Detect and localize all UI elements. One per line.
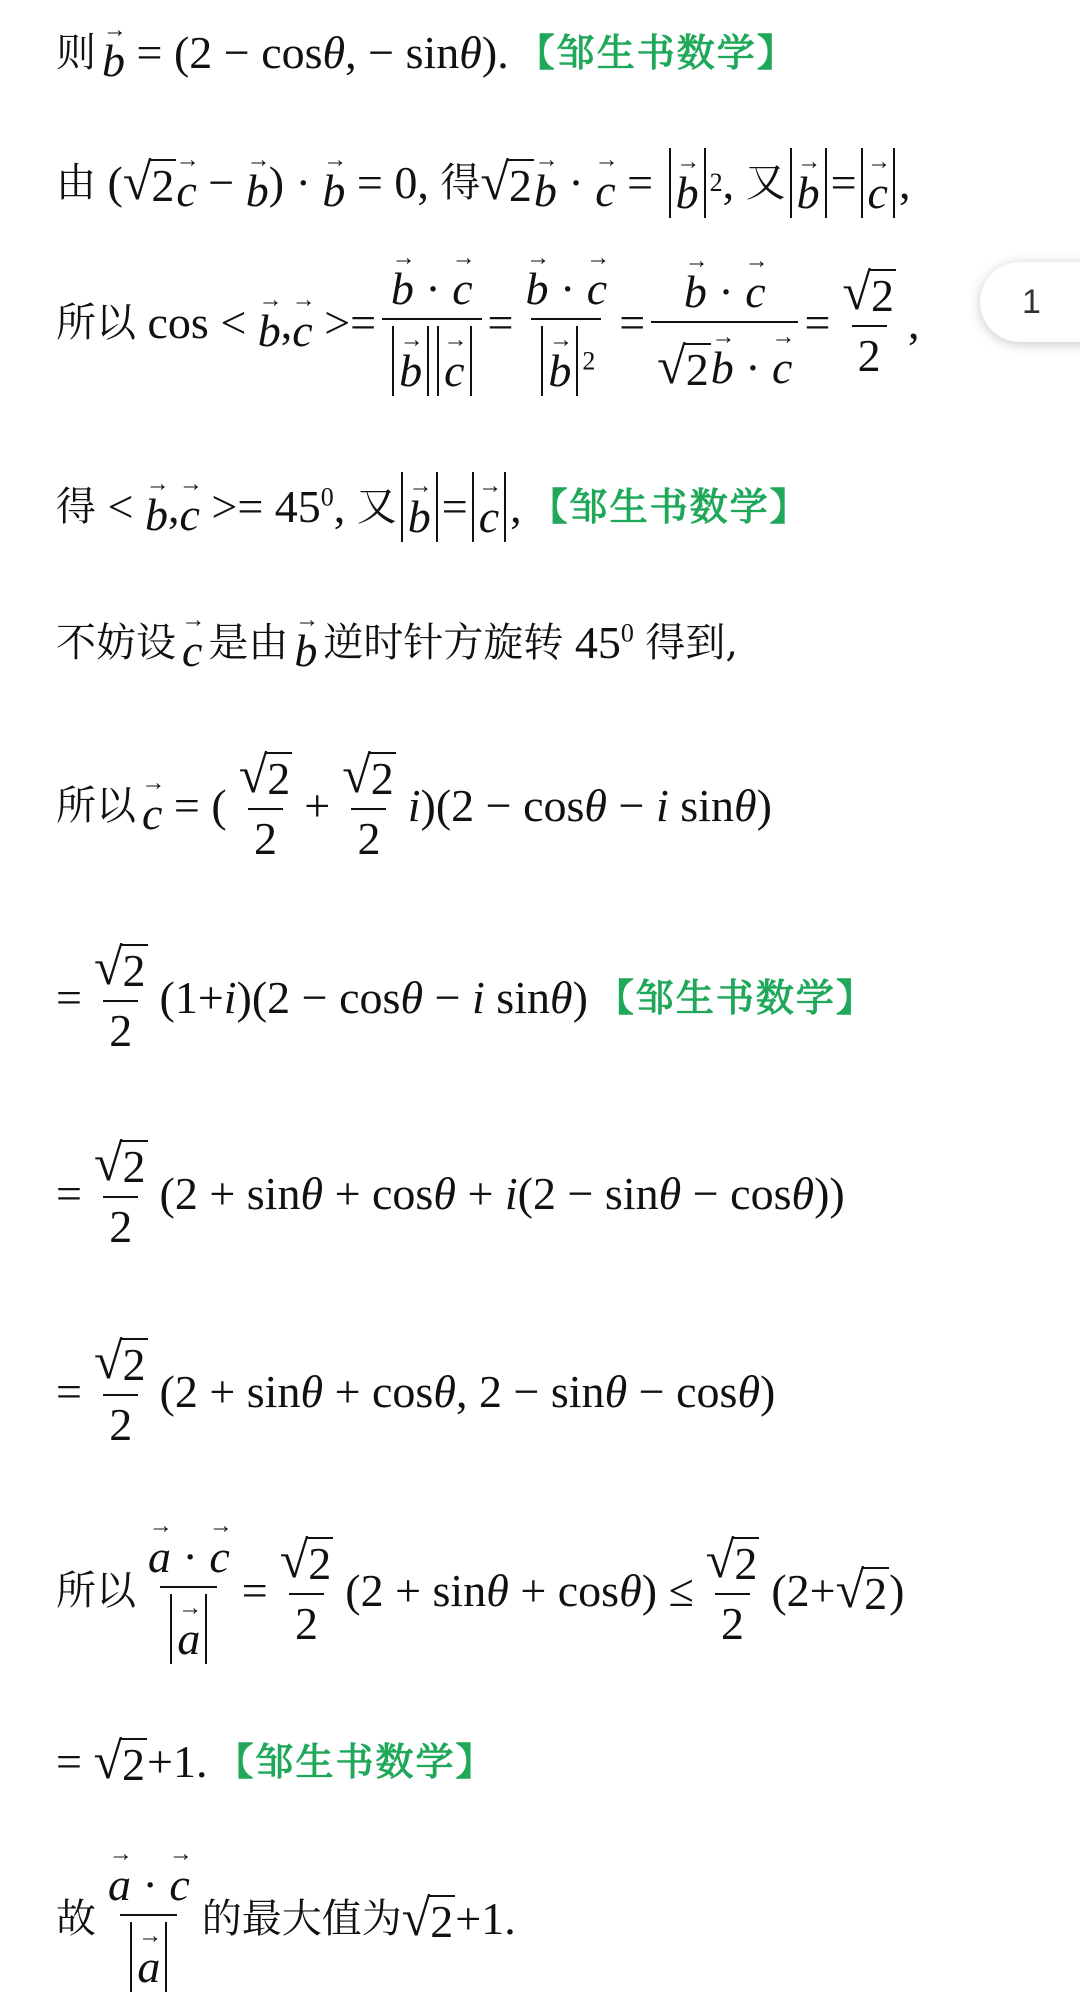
math-text: ) ≤ <box>641 1565 694 1616</box>
math-text: (2 + sin <box>159 1366 301 1417</box>
math-text: = <box>56 972 82 1023</box>
sqrt-2: √ 2 <box>835 1562 888 1619</box>
norm-b: → b <box>401 472 438 542</box>
math-text: − cos <box>681 1168 792 1219</box>
vec-b: → b <box>258 292 281 354</box>
vec-c: → c <box>182 612 202 674</box>
theta: θ <box>300 1168 324 1219</box>
math-text: sin <box>668 780 734 831</box>
fraction: → a · → c → a <box>102 1846 196 1992</box>
math-text: ( <box>96 157 123 208</box>
theta: θ <box>400 972 424 1023</box>
word-dedao: 得到, <box>645 620 739 666</box>
fraction: → b · → c → b $^2$ <box>519 250 613 396</box>
theta: θ <box>433 1168 456 1219</box>
math-text: = <box>56 1736 94 1787</box>
theta: θ <box>619 1565 642 1616</box>
math-text: +1. <box>455 1893 516 1944</box>
word-you2: 又 <box>356 484 397 530</box>
math-text: = <box>56 1366 82 1417</box>
math-text: (2+ <box>771 1565 836 1616</box>
theta: θ <box>433 1366 456 1417</box>
page-number-badge[interactable] <box>980 262 1080 342</box>
vec-b: → b <box>322 152 345 214</box>
sqrt-2: √ 2 <box>122 154 175 211</box>
theta: θ <box>300 1366 324 1417</box>
word-suoyi: 所以 <box>56 783 136 829</box>
vec-c: → c <box>179 476 199 538</box>
fraction: √ 2 2 <box>238 747 291 864</box>
theta: θ <box>584 780 608 831</box>
math-text: + cos <box>508 1565 620 1616</box>
brand-tag: 【邹生书数学】 <box>516 31 797 75</box>
line-10 <box>56 1518 904 1664</box>
line-11 <box>56 1733 496 1790</box>
math-text: $45^0$ <box>563 617 634 668</box>
imag-unit: i <box>223 972 237 1023</box>
math-text: = ( <box>162 780 227 831</box>
word-suoyi: 所以 <box>56 300 136 346</box>
word-bufang: 不妨设 <box>56 620 176 666</box>
sqrt-2: √ 2 <box>401 1890 454 1947</box>
math-text: >= <box>312 297 377 348</box>
page-number: 1 <box>1022 282 1041 321</box>
fraction: → a · → c → a <box>142 1518 236 1664</box>
line-8 <box>56 1135 845 1252</box>
math-text: ) <box>756 780 772 831</box>
fraction: √ 2 2 <box>93 1333 146 1450</box>
word-ze: 则 <box>56 30 96 76</box>
theta: θ <box>733 780 757 831</box>
vec-b: → b <box>534 152 557 214</box>
line-1 <box>56 22 797 84</box>
line-3 <box>56 250 919 396</box>
vec-b: → b <box>145 476 168 538</box>
math-text: = <box>830 157 857 208</box>
math-text: ) · <box>268 157 323 208</box>
vec-b: → b <box>102 22 125 84</box>
math-text: (1+ <box>159 972 224 1023</box>
imag-unit: i <box>472 972 485 1023</box>
word-de: 得 <box>440 160 481 206</box>
imag-unit: i <box>504 1168 518 1219</box>
word-nishizhen: 逆时针方旋转 <box>323 620 564 666</box>
math-text: )(2 − cos <box>236 972 401 1023</box>
math-text: = <box>615 157 665 208</box>
vec-c: → c <box>142 775 162 837</box>
math-text: − cos <box>627 1366 738 1417</box>
vec-c: → c <box>595 152 615 214</box>
math-text: cos < <box>136 297 258 348</box>
line-9 <box>56 1333 776 1450</box>
line-5 <box>56 612 738 674</box>
line-12 <box>56 1846 516 1992</box>
theta: θ <box>791 1168 815 1219</box>
math-text: , <box>907 297 920 348</box>
vec-b: → b <box>246 152 269 214</box>
math-text: < <box>96 481 145 532</box>
math-text: , − sin <box>345 27 460 78</box>
fraction: √ 2 2 <box>842 264 894 381</box>
math-text: = <box>804 297 831 348</box>
fraction: √ 2 2 <box>279 1532 332 1649</box>
fraction: → b · → c √ 2 → b · → c <box>651 253 798 393</box>
math-text: + cos <box>323 1168 434 1219</box>
theta: θ <box>549 972 573 1023</box>
sqrt-2: √ 2 <box>93 1733 145 1790</box>
fraction: √ 2 2 <box>93 1135 146 1252</box>
line-7 <box>56 939 876 1056</box>
math-text: = <box>56 1168 82 1219</box>
math-text: (2 + sin <box>345 1565 487 1616</box>
math-text: )) <box>814 1168 845 1219</box>
line-4 <box>56 472 810 542</box>
brand-tag: 【邹生书数学】 <box>529 485 810 529</box>
math-text: − <box>423 972 473 1023</box>
math-text: − <box>607 780 656 831</box>
norm-c: → c <box>472 472 506 542</box>
word-gu: 故 <box>56 1896 96 1942</box>
math-text: , <box>167 481 180 532</box>
word-suoyi: 所以 <box>56 1568 136 1614</box>
theta: θ <box>658 1168 682 1219</box>
line-2: 由 ( √ 2 → c − → b ) · → b = 0, 得 √ 2 → b · → c = → b 2 , 又 → b = → c , <box>56 148 910 218</box>
math-text: (2 + sin <box>159 1168 301 1219</box>
norm-c: → c <box>861 148 895 218</box>
word-de: 得 <box>56 484 96 530</box>
math-text: ) <box>760 1366 776 1417</box>
math-text: , <box>510 481 522 532</box>
math-text: +1. <box>147 1736 208 1787</box>
math-text: = <box>241 1565 268 1616</box>
brand-tag: 【邹生书数学】 <box>595 976 876 1020</box>
math-text: = 0, <box>345 157 441 208</box>
math-text: sin <box>484 972 550 1023</box>
norm-b: → b <box>669 148 706 218</box>
math-text: (2 − sin <box>517 1168 659 1219</box>
sqrt-2: √ 2 <box>480 154 532 211</box>
math-text: · <box>556 157 596 208</box>
word-you2: 又 <box>745 160 786 206</box>
theta: θ <box>604 1366 628 1417</box>
vec-b: → b <box>294 612 317 674</box>
vec-c: → c <box>176 152 196 214</box>
math-text: − <box>196 157 246 208</box>
math-text: ) <box>572 972 588 1023</box>
norm-b: → b <box>790 148 827 218</box>
math-text: , <box>280 297 293 348</box>
vec-c: → c <box>292 292 312 354</box>
fraction: → b · → c → b→ c <box>382 250 481 396</box>
theta: θ <box>737 1366 761 1417</box>
theta: θ <box>322 27 346 78</box>
math-text: ) <box>889 1565 905 1616</box>
math-text: = (2 − cos <box>125 27 323 78</box>
math-text: , <box>722 157 746 208</box>
imag-unit: i <box>407 780 421 831</box>
line-6 <box>56 747 772 864</box>
fraction: √ 2 2 <box>342 747 394 864</box>
math-text: )(2 − cos <box>420 780 585 831</box>
brand-tag: 【邹生书数学】 <box>215 1740 496 1784</box>
theta: θ <box>486 1565 509 1616</box>
imag-unit: i <box>655 780 669 831</box>
math-text: + <box>455 1168 505 1219</box>
math-text: , <box>898 157 911 208</box>
math-text: ). <box>481 27 509 78</box>
math-text: , 2 − sin <box>455 1366 605 1417</box>
fraction: √ 2 2 <box>93 939 146 1056</box>
word-you: 由 <box>56 160 96 206</box>
word-shiyou: 是由 <box>208 620 289 666</box>
math-text: + cos <box>323 1366 434 1417</box>
math-text: + <box>304 780 331 831</box>
math-text: = <box>487 297 514 348</box>
theta: θ <box>459 27 482 78</box>
word-zuida: 的最大值为 <box>201 1896 402 1942</box>
math-text: = <box>619 297 646 348</box>
math-text: = <box>441 481 468 532</box>
fraction: √ 2 2 <box>705 1532 758 1649</box>
math-text: >= $45^0$, <box>199 481 357 532</box>
